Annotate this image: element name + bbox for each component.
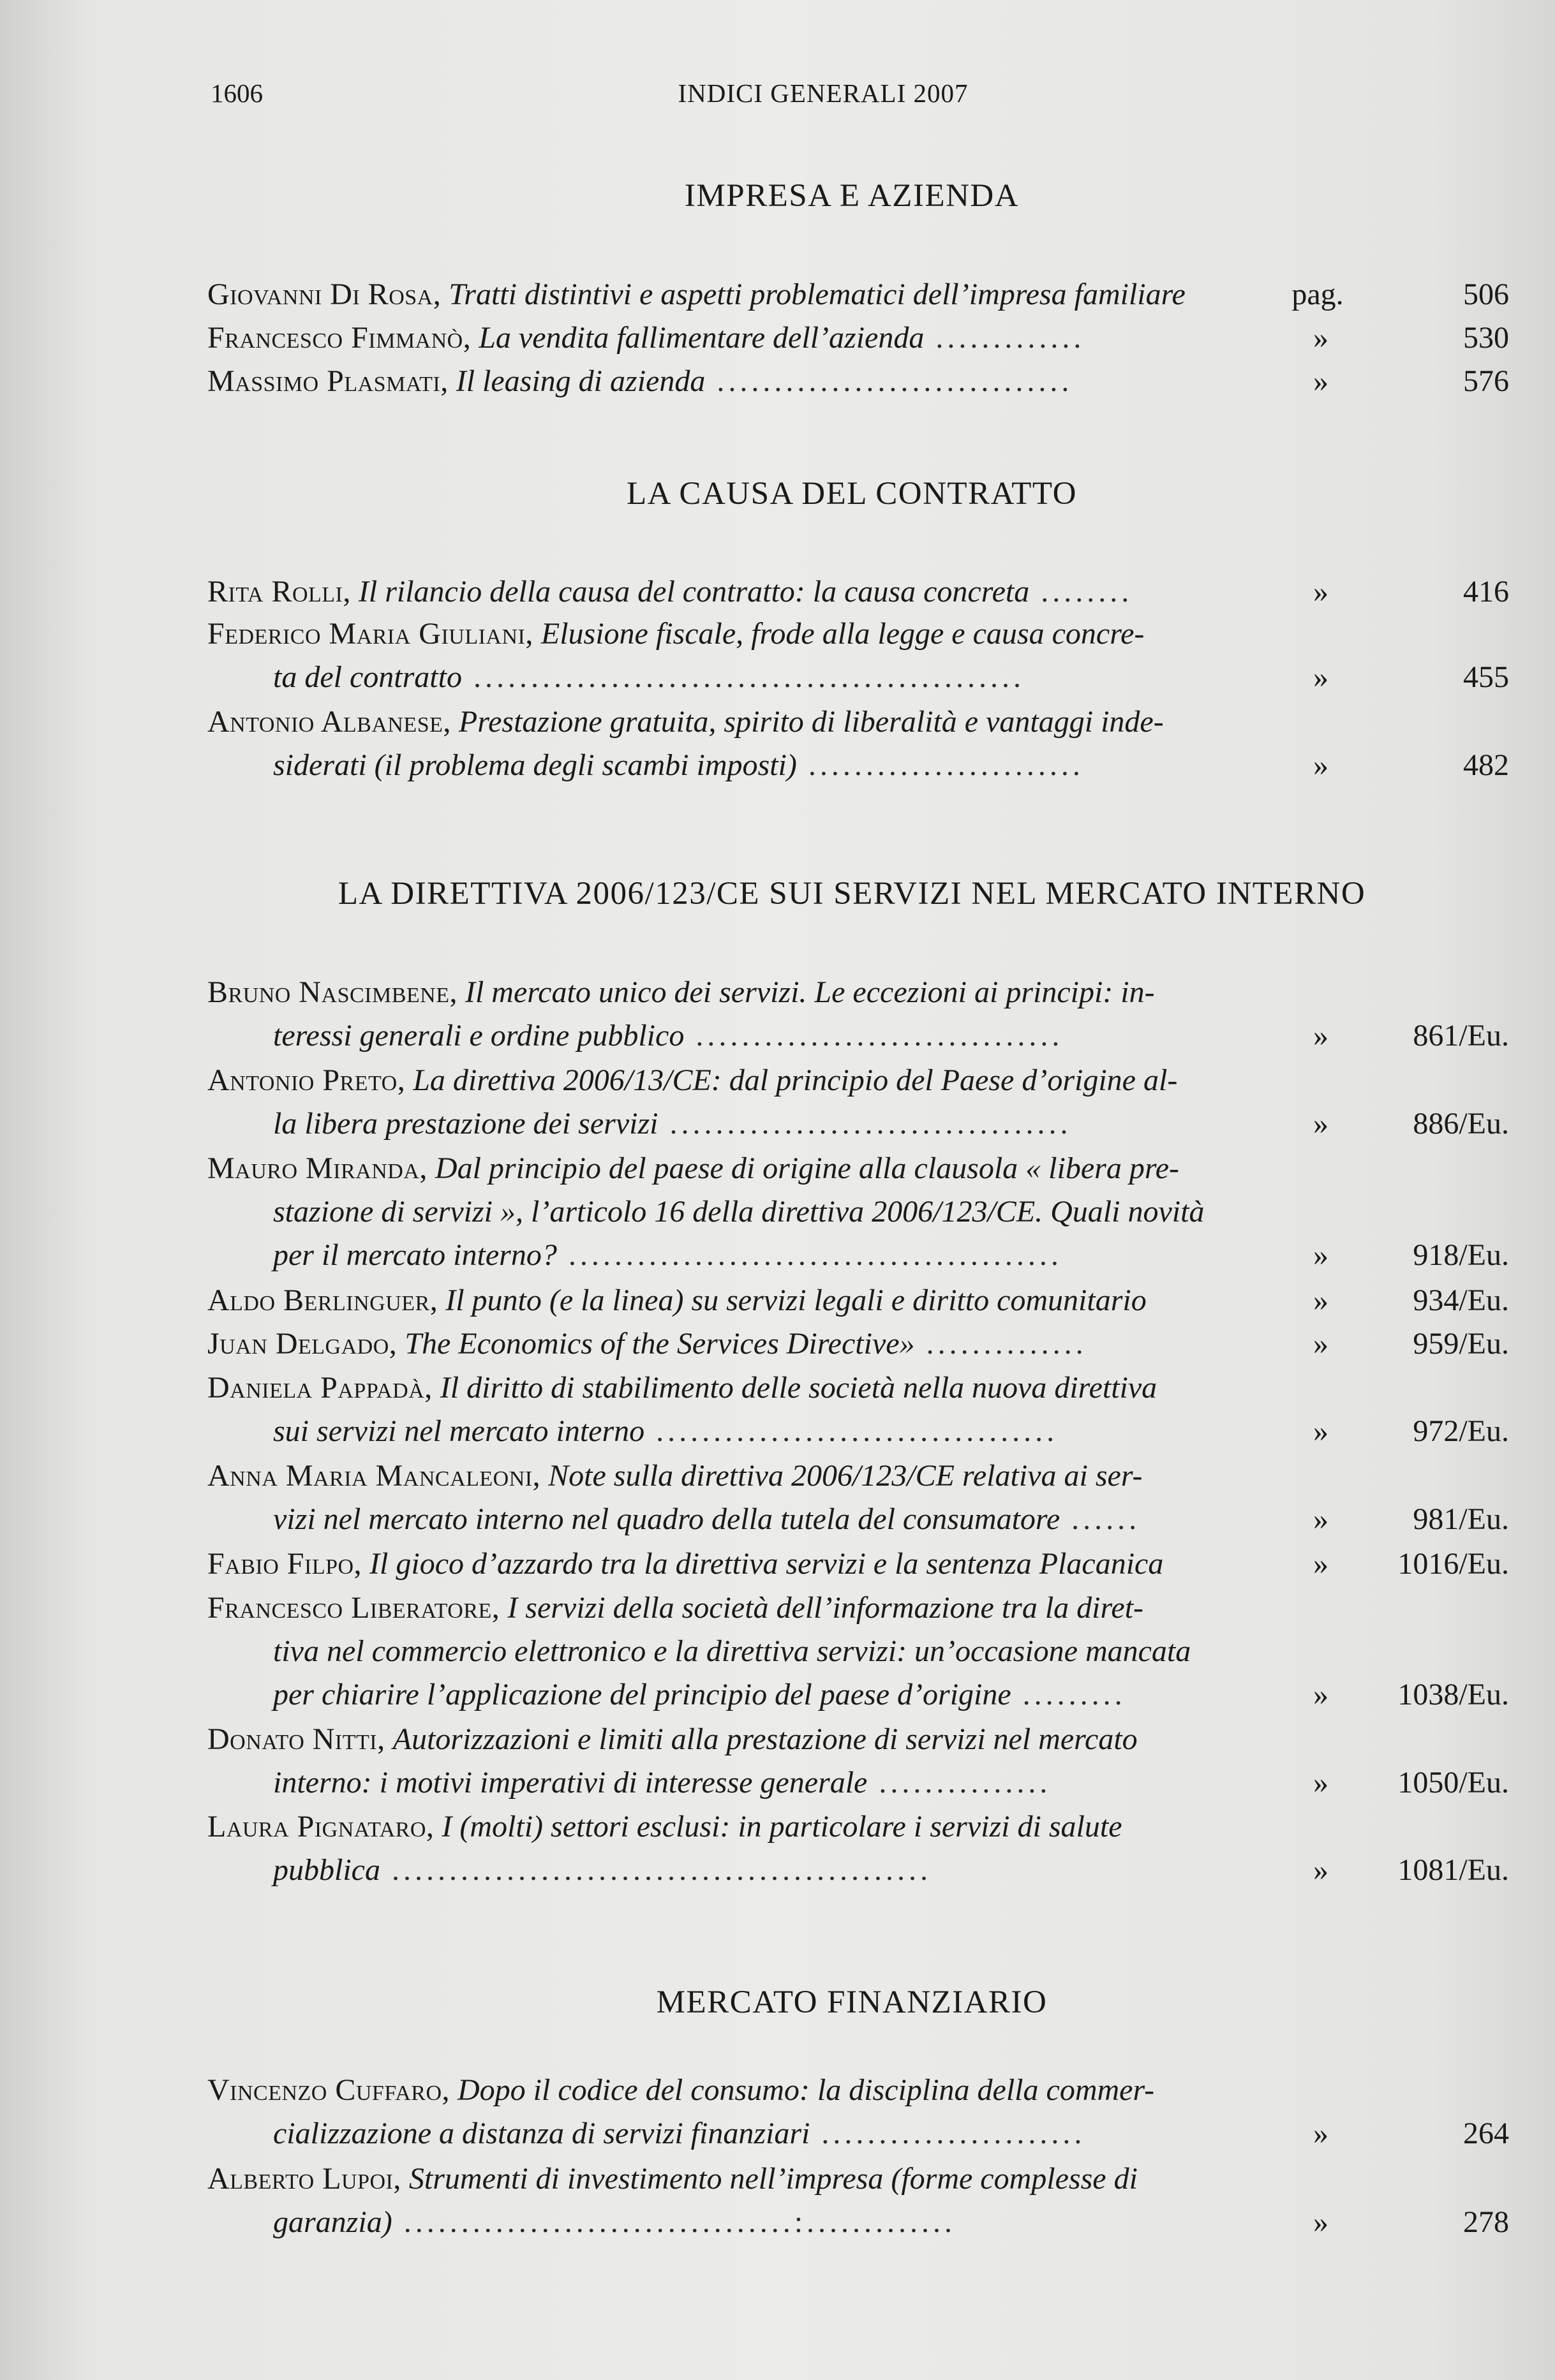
work-title: Prestazione gratuita, spirito di liberalità e vantaggi inde- [458, 705, 1164, 739]
author-name: Alberto Lupoi, [207, 2162, 401, 2196]
page-reference: 981/Eu. [1413, 1502, 1509, 1536]
entry-line [207, 744, 1522, 787]
entry-line [207, 2201, 1522, 2244]
index-entry [207, 700, 1522, 787]
page-reference-mark: » [1313, 1019, 1328, 1053]
index-entry [207, 1586, 1522, 1717]
author-name: Aldo Berlinguer, [207, 1283, 438, 1317]
entry-text [207, 1542, 1163, 1586]
author-name: Daniela Pappadà, [207, 1371, 433, 1405]
page-reference-mark: » [1313, 1283, 1328, 1317]
entry-text [273, 1498, 1140, 1541]
index-entry [207, 570, 1522, 614]
entry-line [207, 2069, 1522, 2112]
entry-line [207, 1059, 1522, 1102]
page-reference-mark: » [1313, 1107, 1328, 1141]
page-reference-mark: » [1313, 1238, 1328, 1272]
page-reference: 506 [1463, 277, 1509, 311]
page-reference-mark: » [1313, 1766, 1328, 1800]
entry-line [207, 656, 1522, 699]
entry-line [207, 273, 1522, 316]
entry-text [207, 971, 1155, 1014]
section-title: MERCATO FINANZIARIO [656, 1985, 1048, 2020]
entry-text [207, 1147, 1179, 1190]
section-title: LA CAUSA DEL CONTRATTO [627, 476, 1077, 512]
dot-leader: ............... [867, 1766, 1052, 1800]
work-title: per chiarire l’applicazione del principio del paese d’origine [273, 1678, 1011, 1711]
page-reference-mark: » [1313, 2205, 1328, 2239]
entry-text [273, 1234, 1062, 1277]
index-entry [207, 360, 1522, 403]
page-reference-mark: » [1313, 660, 1328, 694]
page-reference-mark: » [1313, 1502, 1328, 1536]
dot-leader: .............. [914, 1327, 1087, 1361]
entry-text [207, 1718, 1138, 1761]
author-name: Francesco Fimmanò, [207, 321, 472, 355]
entry-text [273, 1849, 932, 1892]
page-reference: 264 [1463, 2117, 1509, 2150]
entry-text [273, 1102, 1072, 1146]
entry-line [207, 1147, 1522, 1190]
author-name: Antonio Albanese, [207, 705, 451, 739]
work-title: Dopo il codice del consumo: la disciplina della commer- [458, 2073, 1155, 2107]
work-title: cializzazione a distanza di servizi finanziari [273, 2117, 810, 2150]
dot-leader: ................................ [684, 1019, 1064, 1053]
work-title: siderati (il problema degli scambi imposti) [273, 748, 797, 782]
entry-line [207, 1849, 1522, 1892]
entry-line [207, 1234, 1522, 1277]
work-title: Elusione fiscale, frode alla legge e causa concre- [540, 617, 1145, 651]
index-entry [207, 1718, 1522, 1805]
entry-text [273, 744, 1084, 787]
page-reference-mark: » [1313, 1678, 1328, 1711]
entry-line [207, 1542, 1522, 1586]
work-title: la libera prestazione dei servizi [273, 1107, 658, 1141]
work-title: per il mercato interno? [273, 1238, 557, 1272]
entry-line [207, 1498, 1522, 1541]
index-entry [207, 2069, 1522, 2155]
page-reference: 1081/Eu. [1397, 1853, 1509, 1887]
work-title: Note sulla direttiva 2006/123/CE relativa ai ser- [548, 1459, 1143, 1493]
work-title: teressi generali e ordine pubblico [273, 1019, 685, 1053]
entry-text [273, 1410, 1058, 1453]
work-title: sui servizi nel mercato interno [273, 1414, 645, 1448]
entry-line [207, 1630, 1522, 1673]
work-title: ta del contratto [273, 660, 462, 694]
entry-line [207, 1410, 1522, 1453]
page-reference: 861/Eu. [1413, 1019, 1509, 1053]
dot-leader: ............. [924, 321, 1085, 355]
author-name: Federico Maria Giuliani, [207, 617, 533, 651]
index-entry [207, 2157, 1522, 2244]
entry-line [207, 700, 1522, 744]
entry-text [273, 2201, 956, 2244]
page-reference-mark: » [1313, 1853, 1328, 1887]
entry-line [207, 316, 1522, 360]
dot-leader: ........................................... [556, 1238, 1062, 1272]
entry-text [207, 316, 1085, 360]
page-reference: 886/Eu. [1413, 1107, 1509, 1141]
work-title: Il rilancio della causa del contratto: la causa concreta [358, 575, 1030, 609]
author-name: Antonio Preto, [207, 1063, 406, 1097]
work-title: I (molti) settori esclusi: in particolare i servizi di salute [442, 1810, 1122, 1844]
page-reference-mark: » [1313, 1547, 1328, 1581]
entry-text [207, 1586, 1143, 1630]
author-name: Laura Pignataro, [207, 1810, 435, 1844]
work-title: La vendita fallimentare dell’azienda [479, 321, 925, 355]
author-name: Donato Nitti, [207, 1722, 385, 1756]
running-head [211, 78, 1346, 116]
page-reference-mark: » [1313, 1414, 1328, 1448]
page-reference-mark: » [1313, 2117, 1328, 2150]
author-name: Anna Maria Mancaleoni, [207, 1459, 541, 1493]
dot-leader: ............................................... [380, 1853, 932, 1887]
entry-line [207, 1322, 1522, 1366]
index-entry [207, 1542, 1522, 1586]
index-entry [207, 1059, 1522, 1146]
page-reference: 530 [1463, 321, 1509, 355]
work-title: Strumenti di investimento nell’impresa (forme complesse di [408, 2162, 1138, 2196]
page-reference: 1038/Eu. [1397, 1678, 1509, 1711]
author-name: Rita Rolli, [207, 575, 351, 609]
entry-text [273, 2112, 1085, 2155]
work-title: The Economics of the Services Directive» [405, 1327, 915, 1361]
index-entry [207, 971, 1522, 1058]
work-title: garanzia) [273, 2205, 392, 2239]
entry-text [207, 1366, 1157, 1410]
index-entry [207, 1147, 1522, 1277]
author-name: Vincenzo Cuffaro, [207, 2073, 450, 2107]
running-title: INDICI GENERALI 2007 [678, 78, 969, 108]
entry-text [207, 273, 1186, 316]
page-reference: 1050/Eu. [1397, 1766, 1509, 1800]
page-reference-mark: » [1313, 1327, 1328, 1361]
work-title: Tratti distintivi e aspetti problematici dell’impresa familiare [449, 277, 1186, 311]
entry-line [207, 1454, 1522, 1498]
dot-leader: ................................... [658, 1107, 1072, 1141]
entry-text [273, 656, 1025, 699]
entry-text [273, 1630, 1191, 1673]
page-reference-mark: » [1313, 575, 1328, 609]
page-reference: 455 [1463, 660, 1509, 694]
work-title: stazione di servizi », l’articolo 16 della direttiva 2006/123/CE. Quali novità [273, 1195, 1205, 1229]
dot-leader: ................................................ [461, 660, 1025, 694]
entry-line [207, 1102, 1522, 1146]
work-title: Il diritto di stabilimento delle società nella nuova direttiva [440, 1371, 1157, 1405]
page-number: 1606 [211, 78, 263, 108]
page-reference-mark: » [1313, 748, 1328, 782]
entry-text [273, 1014, 1063, 1058]
entry-text [207, 2069, 1154, 2112]
work-title: Il punto (e la linea) su servizi legali e diritto comunitario [445, 1283, 1147, 1317]
entry-line [207, 1586, 1522, 1630]
entry-line [207, 2112, 1522, 2155]
entry-text [207, 1279, 1147, 1322]
index-entry [207, 273, 1522, 316]
author-name: Bruno Nascimbene, [207, 975, 458, 1009]
dot-leader: ............................... [705, 364, 1073, 398]
work-title: La direttiva 2006/13/CE: dal principio del Paese d’origine al- [413, 1063, 1178, 1097]
entry-line [207, 1190, 1522, 1234]
page-reference: 918/Eu. [1413, 1238, 1509, 1272]
dot-leader: ..................................:............. [392, 2205, 956, 2239]
page-reference-mark: » [1313, 364, 1328, 398]
dot-leader: ....................... [810, 2117, 1086, 2150]
page-reference-mark: pag. [1291, 277, 1344, 311]
page-reference: 416 [1463, 575, 1509, 609]
entry-text [207, 700, 1164, 744]
index-entry [207, 1454, 1522, 1541]
entry-text [207, 570, 1133, 614]
entry-line [207, 1279, 1522, 1322]
page-reference: 972/Eu. [1413, 1414, 1509, 1448]
entry-text [273, 1761, 1051, 1805]
entry-line [207, 612, 1522, 656]
index-entry [207, 316, 1522, 360]
work-title: interno: i motivi imperativi di interesse generale [273, 1766, 868, 1800]
entry-text [207, 1059, 1177, 1102]
entry-text [207, 1454, 1143, 1498]
entry-text [207, 1805, 1122, 1849]
work-title: I servizi della società dell’informazione tra la diret- [507, 1591, 1144, 1625]
page-reference: 959/Eu. [1413, 1327, 1509, 1361]
dot-leader: ........ [1029, 575, 1133, 609]
entry-text [207, 360, 1073, 403]
entry-line [207, 1761, 1522, 1805]
entry-line [207, 1805, 1522, 1849]
work-title: Il gioco d’azzardo tra la direttiva servizi e la sentenza Placanica [369, 1547, 1164, 1581]
author-name: Massimo Plasmati, [207, 364, 449, 398]
entry-line [207, 1673, 1522, 1717]
entry-line [207, 1718, 1522, 1761]
section-title: LA DIRETTIVA 2006/123/CE SUI SERVIZI NEL MERCATO INTERNO [338, 876, 1366, 912]
entry-line [207, 971, 1522, 1014]
index-entry [207, 612, 1522, 699]
work-title: pubblica [273, 1853, 380, 1887]
page-reference: 934/Eu. [1413, 1283, 1509, 1317]
entry-line [207, 360, 1522, 403]
dot-leader: ......... [1011, 1678, 1126, 1711]
page-reference: 1016/Eu. [1397, 1547, 1509, 1581]
author-name: Fabio Filpo, [207, 1547, 362, 1581]
entry-line [207, 1366, 1522, 1410]
author-name: Francesco Liberatore, [207, 1591, 500, 1625]
page-reference-mark: » [1313, 321, 1328, 355]
entry-text [207, 612, 1144, 656]
author-name: Juan Delgado, [207, 1327, 398, 1361]
dot-leader: ...... [1060, 1502, 1141, 1536]
entry-text [273, 1673, 1126, 1717]
dot-leader: ........................ [796, 748, 1084, 782]
work-title: Il mercato unico dei servizi. Le eccezioni ai principi: in- [465, 975, 1155, 1009]
work-title: Dal principio del paese di origine alla clausola « libera pre- [435, 1151, 1180, 1185]
entry-line [207, 1014, 1522, 1058]
index-entry [207, 1322, 1522, 1366]
page-reference: 482 [1463, 748, 1509, 782]
index-entry [207, 1805, 1522, 1892]
page-reference: 278 [1463, 2205, 1509, 2239]
page-reference: 576 [1463, 364, 1509, 398]
entry-text [207, 2157, 1138, 2201]
dot-leader: ................................... [644, 1414, 1059, 1448]
index-entry [207, 1366, 1522, 1453]
entry-line [207, 570, 1522, 614]
work-title: Il leasing di azienda [456, 364, 706, 398]
work-title: Autorizzazioni e limiti alla prestazione di servizi nel mercato [392, 1722, 1138, 1756]
entry-text [207, 1322, 1087, 1366]
index-entry [207, 1279, 1522, 1322]
work-title: tiva nel commercio elettronico e la direttiva servizi: un’occasione mancata [273, 1634, 1191, 1668]
entry-text [273, 1190, 1204, 1234]
work-title: vizi nel mercato interno nel quadro della tutela del consumatore [273, 1502, 1060, 1536]
author-name: Giovanni Di Rosa, [207, 277, 442, 311]
section-title: IMPRESA E AZIENDA [684, 178, 1020, 214]
entry-line [207, 2157, 1522, 2201]
author-name: Mauro Miranda, [207, 1151, 428, 1185]
